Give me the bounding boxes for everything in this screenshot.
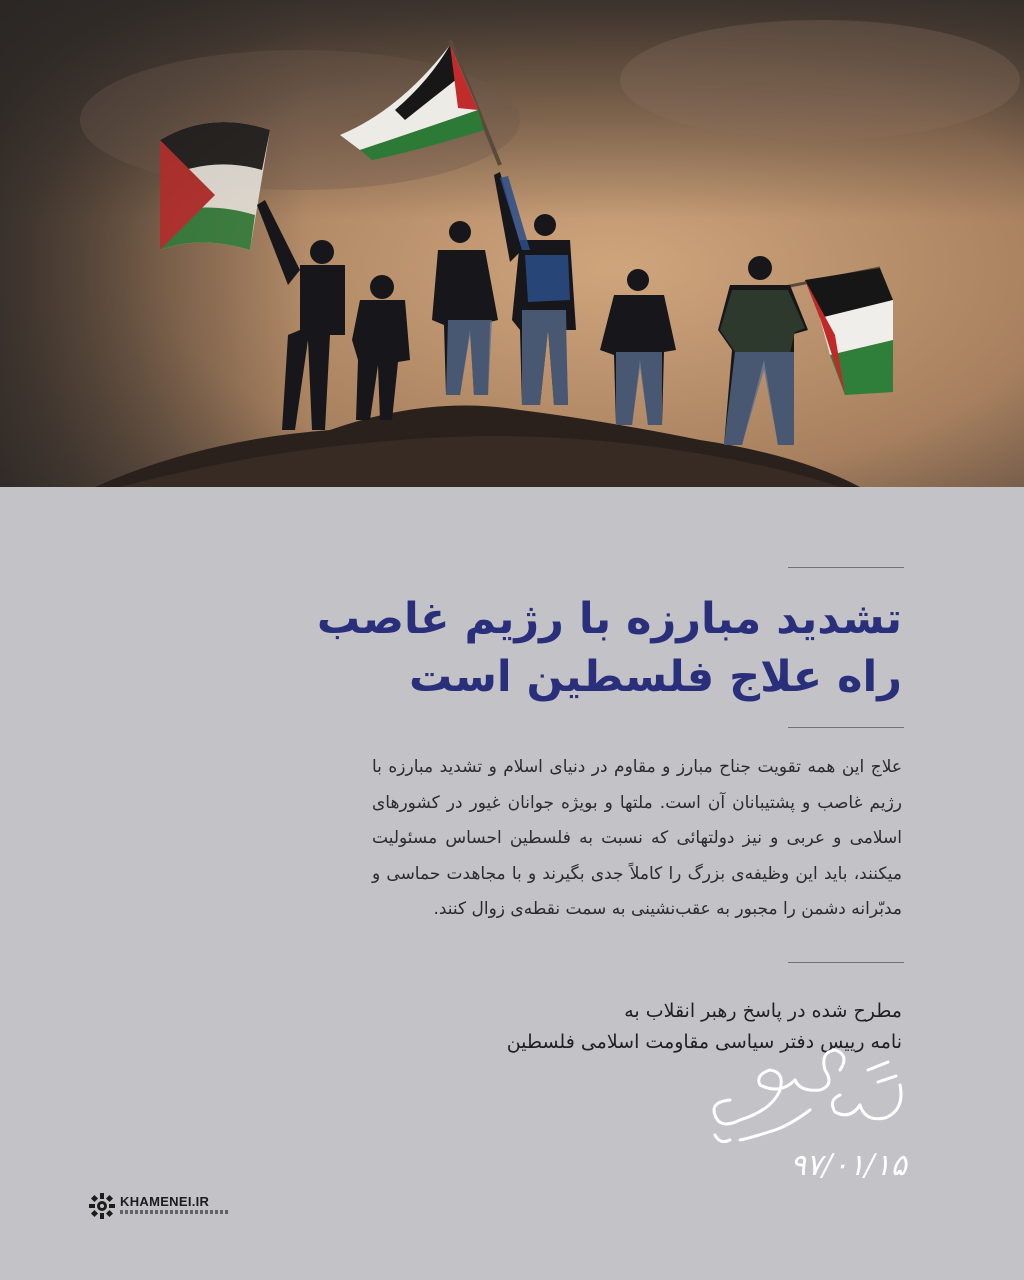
source-line-2: نامه رییس دفتر سیاسی مقاومت اسلامی فلسطین [506, 1031, 902, 1053]
divider-top [788, 567, 904, 568]
headline-line-2: راه علاج فلسطین است [409, 652, 902, 702]
logo-subtitle-line [120, 1210, 230, 1214]
logo-text: KHAMENEI.IR [120, 1194, 210, 1209]
hero-photo [0, 0, 1024, 487]
signature-icon [700, 1040, 920, 1150]
khamenei-logo [88, 1192, 238, 1222]
headline [316, 590, 902, 706]
headline-line-1: تشدید مبارزه با رژیم غاصب [316, 594, 902, 644]
divider-middle [788, 727, 904, 728]
quote-paragraph: علاج این همه تقویت جناح مبارز و مقاوم در دنیای اسلام و تشدید مبارزه با رژیم غاصب و پشتیبانان آن است. ملتها و بویژه جوانان غیور در کشورهای اسلامی و عربی و نیز دولتهائی که نسبت به فلسطین احساس مسئولیت میکنند، باید این وظیفه‌ی بزرگ را کاملاً جدی بگیرند و با مجاهدت حماسی و مدبّرانه دشمن را مجبور به عقب‌نشینی به سمت نقطه‌ی زوال کنند. [372, 757, 902, 919]
source-line-1: مطرح شده در پاسخ رهبر انقلاب به [624, 1000, 902, 1022]
date-label: ۹۷/۰۱/۱۵ [790, 1148, 907, 1183]
divider-bottom [788, 962, 904, 963]
logo-mark-icon [88, 1192, 116, 1220]
